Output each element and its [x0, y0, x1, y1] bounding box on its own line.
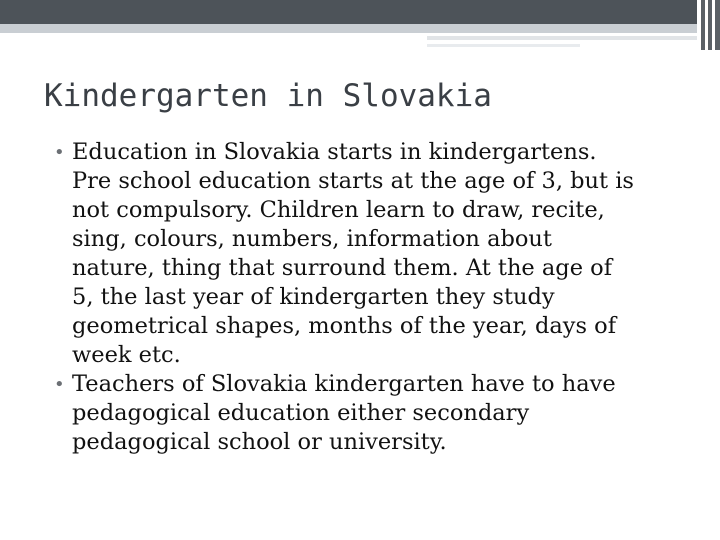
corner-stripe [708, 0, 712, 50]
bullet-text-line: pedagogical school or university. [72, 429, 447, 455]
bullet-item [54, 138, 694, 370]
banner-accent-line-short [427, 44, 580, 47]
banner-accent-line [427, 36, 697, 40]
top-banner [0, 0, 697, 24]
bullet-list [54, 138, 694, 457]
bullet-text-line: not compulsory. Children learn to draw, recite, [72, 197, 605, 223]
bullet-icon: • [54, 142, 65, 163]
bullet-item [54, 370, 694, 457]
bullet-text-line: nature, thing that surround them. At the age of [72, 255, 613, 281]
bullet-icon: • [54, 374, 65, 395]
slide-title: Kindergarten in Slovakia [44, 78, 492, 114]
corner-stripe [715, 0, 720, 50]
bullet-text-line: geometrical shapes, months of the year, days of [72, 313, 617, 339]
bullet-text-line: 5, the last year of kindergarten they study [72, 284, 555, 310]
bullet-text-line: sing, colours, numbers, information about [72, 226, 552, 252]
corner-stripe [701, 0, 705, 50]
bullet-text-line: Pre school education starts at the age of 3, but is [72, 168, 634, 194]
banner-underline [0, 24, 697, 33]
bullet-text-line: week etc. [72, 342, 181, 368]
bullet-text-line: Teachers of Slovakia kindergarten have to have [72, 371, 616, 397]
bullet-text-line: Education in Slovakia starts in kindergartens. [72, 139, 597, 165]
bullet-text-line: pedagogical education either secondary [72, 400, 530, 426]
